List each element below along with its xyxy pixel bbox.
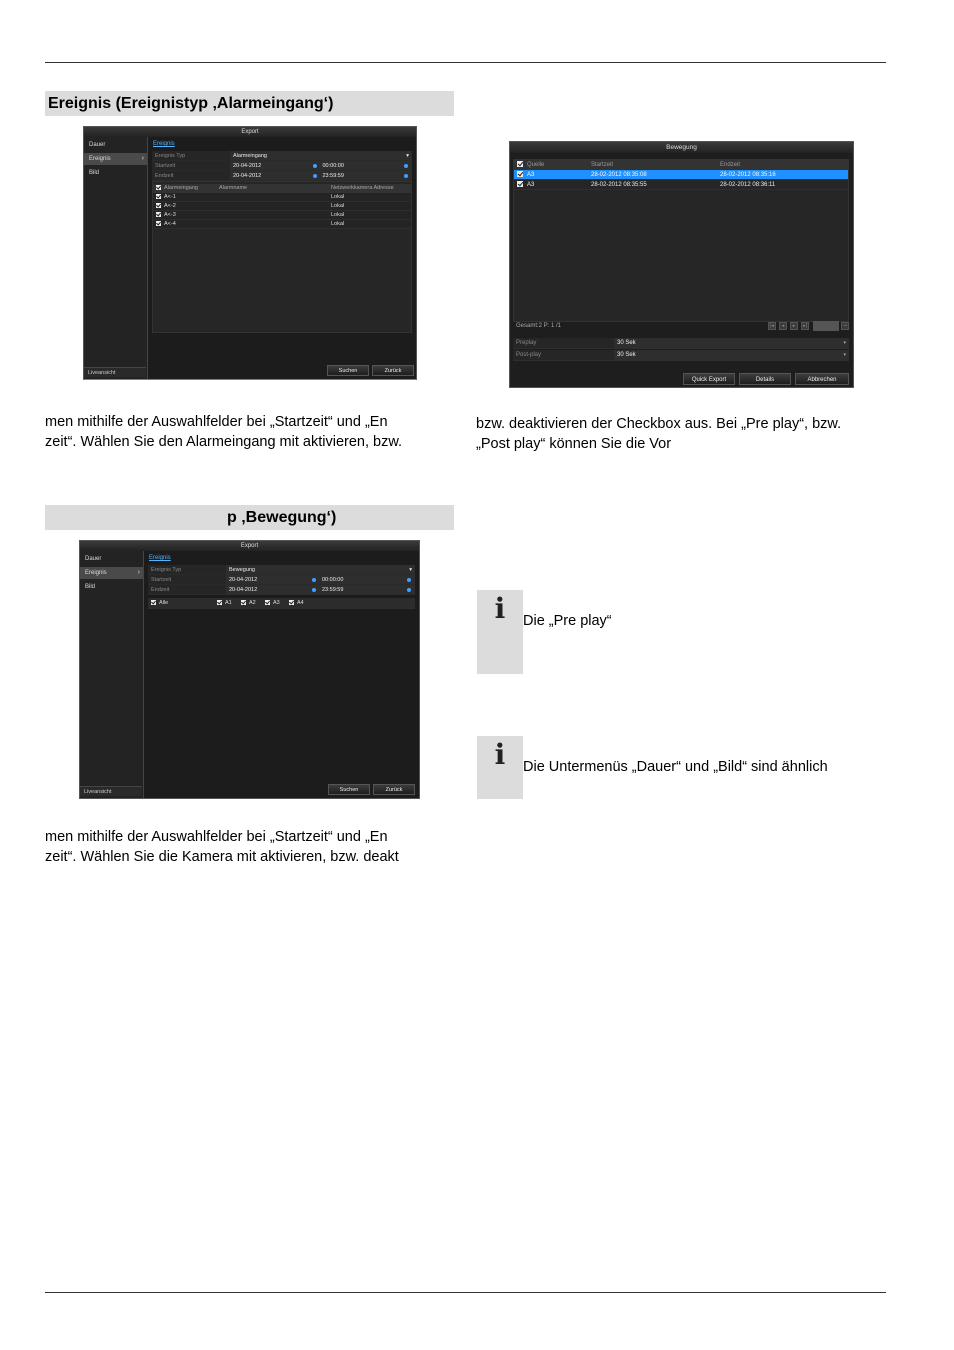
- table-row[interactable]: [514, 170, 848, 180]
- page-input[interactable]: [813, 321, 839, 331]
- start-time-label: Startzeit: [152, 161, 230, 170]
- row-end: 28-02-2012 08:35:16: [720, 172, 776, 178]
- note-box-2: [477, 736, 523, 799]
- row-source: A3: [527, 172, 535, 178]
- go-page-icon[interactable]: ⇒: [842, 323, 848, 329]
- end-date-value: 20-04-2012: [229, 587, 258, 593]
- row-start: 28-02-2012 08:35:08: [591, 172, 647, 178]
- end-time-value: 23:59:59: [322, 173, 344, 179]
- table-header: [514, 160, 848, 170]
- paragraph-bewegung-line2: zeit“. Wählen Sie die Kamera mit aktivieren, bzw. deakt: [45, 849, 399, 865]
- section-title-bewegung: [45, 505, 454, 530]
- header-alarmname: Alarmname: [219, 185, 248, 191]
- side-menu: [84, 137, 148, 379]
- note-box-1: [477, 590, 523, 674]
- search-button[interactable]: Suchen: [328, 784, 370, 795]
- clock-icon[interactable]: [404, 174, 408, 178]
- calendar-icon[interactable]: [312, 578, 316, 582]
- end-time-label: Endzeit: [152, 171, 230, 180]
- preplay-row[interactable]: [513, 338, 849, 349]
- row-checkbox[interactable]: [517, 181, 523, 187]
- paragraph-alarm-line1: men mithilfe der Auswahlfelder bei „Startzeit“ und „En: [45, 414, 388, 430]
- start-time-value: 00:00:00: [322, 577, 344, 583]
- row-start: 28-02-2012 08:35:55: [591, 182, 647, 188]
- header-alarmeingang: Alarmeingang: [164, 185, 198, 191]
- window-title: Bewegung: [510, 142, 853, 153]
- row-checkbox[interactable]: [517, 171, 523, 177]
- postplay-row[interactable]: [513, 350, 849, 361]
- info-icon: i: [494, 592, 506, 625]
- alarm-name: [216, 211, 328, 219]
- calendar-icon[interactable]: [312, 588, 316, 592]
- clock-icon[interactable]: [407, 578, 411, 582]
- chevron-down-icon: ▾: [409, 567, 412, 573]
- camera-label-a3: A3: [273, 600, 280, 606]
- camera-address: Lokal: [331, 203, 345, 209]
- camera-label-a4: A4: [297, 600, 304, 606]
- end-time-row: [152, 171, 412, 181]
- search-button[interactable]: Suchen: [327, 365, 369, 376]
- start-date-value: 20-04-2012: [229, 577, 258, 583]
- window-title: Export: [84, 127, 416, 137]
- menu-item-ereignis[interactable]: Ereignis ›: [80, 567, 143, 579]
- start-time-label: Startzeit: [148, 575, 226, 584]
- start-time-row: [148, 575, 415, 585]
- camera-address: Lokal: [331, 212, 345, 218]
- start-time-value: 00:00:00: [322, 163, 344, 169]
- details-button[interactable]: Details: [739, 373, 791, 385]
- calendar-icon[interactable]: [313, 174, 317, 178]
- alarm-input-name: A<-2: [164, 203, 176, 209]
- postplay-label: Post-play: [513, 350, 614, 360]
- first-page-icon[interactable]: |◂: [768, 322, 776, 330]
- alarm-input-name: A<-1: [164, 194, 176, 200]
- bottom-rule: [45, 1292, 886, 1293]
- info-icon: i: [494, 738, 506, 771]
- end-time-value: 23:59:59: [322, 587, 344, 593]
- header-source: Quelle: [527, 162, 545, 168]
- side-menu: [80, 551, 144, 798]
- table-row[interactable]: [514, 180, 848, 190]
- back-button[interactable]: Zurück: [373, 784, 415, 795]
- event-type-value: Bewegung: [229, 567, 255, 573]
- row-checkbox[interactable]: [156, 212, 161, 217]
- start-date-field[interactable]: [233, 161, 323, 170]
- start-time-row: [152, 161, 412, 171]
- quick-export-button[interactable]: Quick Export: [683, 373, 735, 385]
- table-row[interactable]: [153, 202, 411, 211]
- end-clock-field[interactable]: [323, 171, 413, 180]
- camera-checkbox-a1[interactable]: [217, 600, 222, 605]
- cancel-button[interactable]: Abbrechen: [795, 373, 849, 385]
- row-checkbox[interactable]: [156, 194, 161, 199]
- tab-ereignis[interactable]: Ereignis: [153, 141, 175, 147]
- main-panel: [148, 553, 415, 782]
- event-type-row[interactable]: [152, 151, 412, 161]
- camera-label-a1: A1: [225, 600, 232, 606]
- camera-address: Lokal: [331, 221, 345, 227]
- end-time-row: [148, 585, 415, 595]
- main-panel: [152, 139, 412, 363]
- result-table: [513, 159, 849, 322]
- event-type-label: Ereignis Typ: [148, 565, 226, 574]
- note-text-1: Die „Pre play“: [523, 613, 612, 629]
- menu-item-dauer[interactable]: Dauer: [89, 142, 106, 148]
- start-date-value: 20-04-2012: [233, 163, 262, 169]
- prev-page-icon[interactable]: ◂: [779, 322, 787, 330]
- select-all-label: Alle: [159, 600, 169, 606]
- end-date-value: 20-04-2012: [233, 173, 262, 179]
- start-clock-field[interactable]: [323, 161, 413, 170]
- tab-ereignis[interactable]: Ereignis: [149, 555, 171, 561]
- end-date-field[interactable]: [229, 585, 322, 594]
- row-source: A3: [527, 182, 535, 188]
- note-text-2: Die Untermenüs „Dauer“ und „Bild“ sind ähnlich: [523, 759, 828, 775]
- camera-address: Lokal: [331, 194, 345, 200]
- table-row[interactable]: [153, 220, 411, 229]
- camera-checkbox-a4[interactable]: [289, 600, 294, 605]
- chevron-down-icon: ▾: [406, 153, 409, 159]
- menu-item-ereignis[interactable]: Ereignis ›: [84, 153, 147, 165]
- liveview-button[interactable]: Liveansicht: [80, 786, 142, 796]
- paragraph-right-line2: „Post play“ können Sie die Vor: [476, 436, 672, 452]
- start-clock-field[interactable]: [322, 575, 415, 584]
- export-screen-bewegung: [79, 540, 420, 799]
- alarm-name: [216, 202, 328, 210]
- clock-icon[interactable]: [407, 588, 411, 592]
- end-clock-field[interactable]: [322, 585, 415, 594]
- table-row[interactable]: [153, 193, 411, 202]
- end-date-field[interactable]: [233, 171, 323, 180]
- menu-item-bild[interactable]: Bild: [85, 584, 96, 590]
- clock-icon[interactable]: [404, 164, 408, 168]
- liveview-button[interactable]: Liveansicht: [84, 367, 146, 377]
- alarm-name: [216, 220, 328, 228]
- event-type-value: Alarmeingang: [233, 153, 267, 159]
- alarm-input-table: [152, 181, 412, 333]
- select-all-checkbox[interactable]: [156, 185, 161, 190]
- last-page-icon[interactable]: ▸|: [801, 322, 809, 330]
- header-start: Startzeit: [591, 162, 614, 168]
- paragraph-alarm-line2: zeit“. Wählen Sie den Alarmeingang mit aktivieren, bzw.: [45, 434, 403, 450]
- row-end: 28-02-2012 08:36:11: [720, 182, 776, 188]
- bewegung-result-screen: [509, 141, 854, 388]
- next-page-icon[interactable]: ▸: [790, 322, 798, 330]
- paragraph-right-line1: bzw. deaktivieren der Checkbox aus. Bei „Pre play“, bzw.: [476, 416, 842, 432]
- select-all-checkbox[interactable]: [517, 161, 523, 167]
- camera-checkbox-a2[interactable]: [241, 600, 246, 605]
- section-title-alarmeingang: Ereignis (Ereignistyp ‚Alarmeingang‘): [45, 91, 454, 116]
- section-title-bewegung-text: p ‚Bewegung‘): [227, 509, 337, 526]
- alarm-input-name: A<-3: [164, 212, 176, 218]
- row-checkbox[interactable]: [156, 221, 161, 226]
- event-type-select[interactable]: [226, 565, 415, 574]
- menu-item-bild[interactable]: Bild: [89, 170, 100, 176]
- select-all-checkbox[interactable]: [151, 600, 156, 605]
- start-date-field[interactable]: [229, 575, 322, 584]
- postplay-select[interactable]: 30 Sek ▾: [614, 350, 849, 360]
- alarm-input-name: A<-4: [164, 221, 176, 227]
- header-address: Netzwerkkamera Adresse: [331, 185, 394, 191]
- pager: [513, 320, 849, 332]
- camera-checkbox-a3[interactable]: [265, 600, 270, 605]
- alarm-name: [216, 193, 328, 201]
- row-checkbox[interactable]: [156, 203, 161, 208]
- top-rule: [45, 62, 886, 63]
- preplay-select[interactable]: 30 Sek ▾: [614, 338, 849, 348]
- window-title: Export: [80, 541, 419, 551]
- event-type-label: Ereignis Typ: [152, 151, 230, 160]
- menu-item-dauer[interactable]: Dauer: [85, 556, 102, 562]
- calendar-icon[interactable]: [313, 164, 317, 168]
- total-count: Gesamt:2 P: 1 /1: [516, 323, 562, 329]
- preplay-label: Preplay: [513, 338, 614, 348]
- camera-select-row: [148, 598, 415, 609]
- event-type-row[interactable]: [148, 565, 415, 575]
- header-end: Endzeit: [720, 162, 741, 168]
- camera-label-a2: A2: [249, 600, 256, 606]
- end-time-label: Endzeit: [148, 585, 226, 594]
- table-header: [153, 184, 411, 193]
- export-screen-alarmeingang: [83, 126, 417, 380]
- back-button[interactable]: Zurück: [372, 365, 414, 376]
- event-type-select[interactable]: [230, 151, 412, 160]
- paragraph-bewegung-line1: men mithilfe der Auswahlfelder bei „Startzeit“ und „En: [45, 829, 388, 845]
- table-row[interactable]: [153, 211, 411, 220]
